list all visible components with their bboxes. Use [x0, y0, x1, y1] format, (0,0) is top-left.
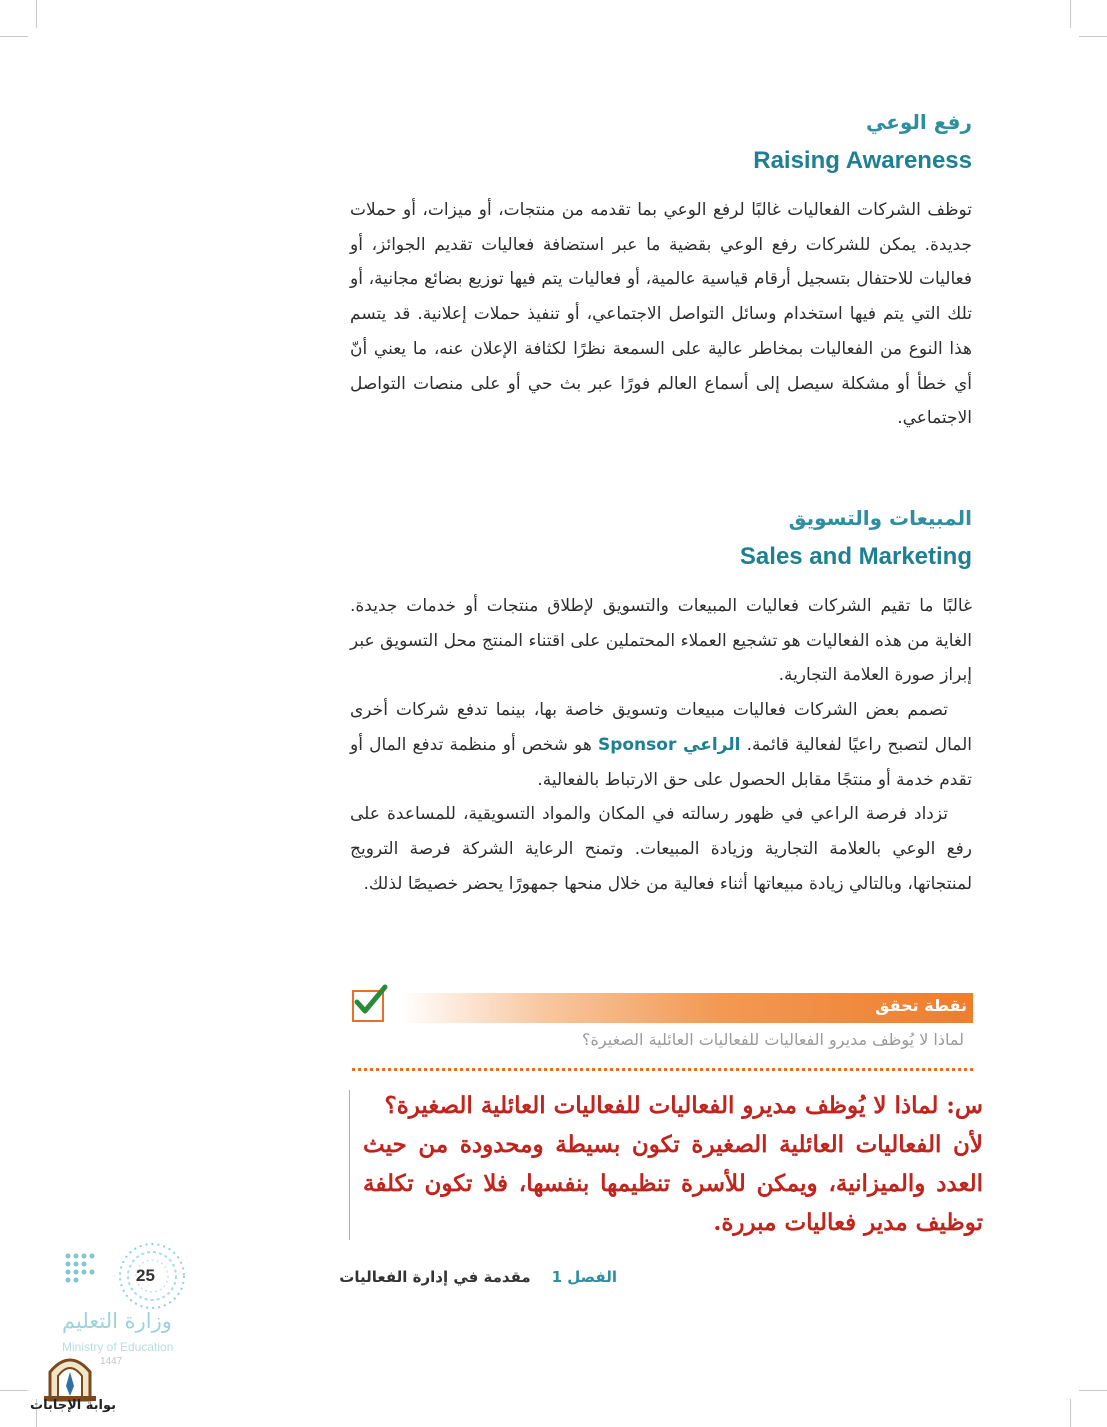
answer-margin-line: [349, 1090, 350, 1240]
section-title-ar: رفع الوعي: [865, 110, 972, 134]
chapter-title: مقدمة في إدارة الفعاليات: [339, 1268, 531, 1286]
checkpoint-title: نقطة تحقق: [875, 996, 967, 1015]
glossary-term: الراعي Sponsor: [597, 734, 741, 755]
ministry-year: 1447: [100, 1356, 123, 1367]
ministry-name-en: Ministry of Education: [62, 1340, 174, 1354]
ministry-name-ar: وزارة التعليم: [62, 1309, 172, 1333]
checkpoint-question: لماذا لا يُوظف مديرو الفعاليات للفعاليات العائلية الصغيرة؟: [582, 1030, 964, 1049]
chapter-number: 1: [551, 1268, 563, 1286]
paragraph-text: [350, 693, 972, 797]
answer-text: لأن الفعاليات العائلية الصغيرة تكون بسيطة ومحدودة من حيث العدد والميزانية، ويمكن للأسرة تنظيمها بنفسها، فلا تكون تكلفة توظيف مدير فعاليات مبررة.: [363, 1131, 983, 1236]
paragraph-text: غالبًا ما تقيم الشركات فعاليات المبيعات والتسويق لإطلاق منتجات أو خدمات جديدة. الغاية من هذه الفعاليات هو تشجيع العملاء المحتملين على اقتناء المنتج محل التسويق عبر إبراز صورة العلامة التجارية.: [350, 596, 972, 686]
section-paragraph: [350, 193, 972, 436]
page-number: 25: [136, 1266, 155, 1285]
answer-question: س: لماذا لا يُوظف مديرو الفعاليات للفعاليات العائلية الصغيرة؟: [384, 1092, 983, 1119]
crop-mark: [0, 1390, 28, 1391]
portal-logo-icon: [38, 1350, 102, 1402]
paragraph-text-part: هو شخص أو منظمة تدفع المال أو تقدم خدمة أو منتجًا مقابل الحصول على حق الارتباط بالفعالية.: [350, 734, 972, 790]
answer-block: [363, 1086, 983, 1242]
paragraph-text: توظف الشركات الفعاليات غالبًا لرفع الوعي بما تقدمه من منتجات، أو ميزات، أو حملات جديدة. يمكن للشركات رفع الوعي بقضية ما عبر استضافة فعاليات تقديم الجوائز، أو فعاليات للاحتفال بتسجيل أرقام قياسية عالمية، أو فعاليات يتم فيها توزيع بضائع مجانية، أو تلك التي يتم فيها استخدام وسائل التواصل الاجتماعي، أو تنفيذ حملات إعلانية. قد يتسم هذا النوع من الفعاليات بمخاطر عالية على السمعة نظرًا لكثافة الإعلان عنه، ما يعني أنّ أي خطأ أو مشكلة سيصل إلى أسماع العالم فورًا عبر بث حي أو على منصات التواصل الاجتماعي.: [350, 200, 972, 429]
crop-mark: [1070, 1399, 1071, 1427]
crop-mark: [1079, 36, 1107, 37]
portal-name: بوابة الإجابات: [30, 1398, 116, 1413]
dotted-divider: [352, 1068, 973, 1071]
crop-mark: [1070, 0, 1071, 28]
section-title-en: Sales and Marketing: [739, 543, 972, 570]
paragraph-text: تزداد فرصة الراعي في ظهور رسالته في المكان والمواد التسويقية، للمساعدة على رفع الوعي بالعلامة التجارية وزيادة المبيعات. وتمنح الرعاية الشركة فرصة الترويج لمنتجاتها، وبالتالي زيادة مبيعاتها أثناء فعالية من خلال منحها جمهورًا يحضر خصيصًا لذلك.: [350, 804, 972, 894]
crop-mark: [1079, 1390, 1107, 1391]
footer-chapter: [339, 1268, 617, 1286]
paragraph-text-part: تصمم بعض الشركات فعاليات مبيعات وتسويق خاصة بها، بينما تدفع شركات أخرى المال لتصبح راعيًا لفعالية قائمة.: [350, 700, 973, 755]
section-paragraphs: [350, 589, 972, 901]
section-title-ar: المبيعات والتسويق: [788, 506, 972, 530]
checkmark-icon: [352, 990, 384, 1022]
crop-mark: [0, 36, 28, 37]
chapter-label: الفصل: [567, 1268, 617, 1286]
section-title-en: Raising Awareness: [753, 147, 972, 174]
crop-mark: [36, 0, 37, 28]
